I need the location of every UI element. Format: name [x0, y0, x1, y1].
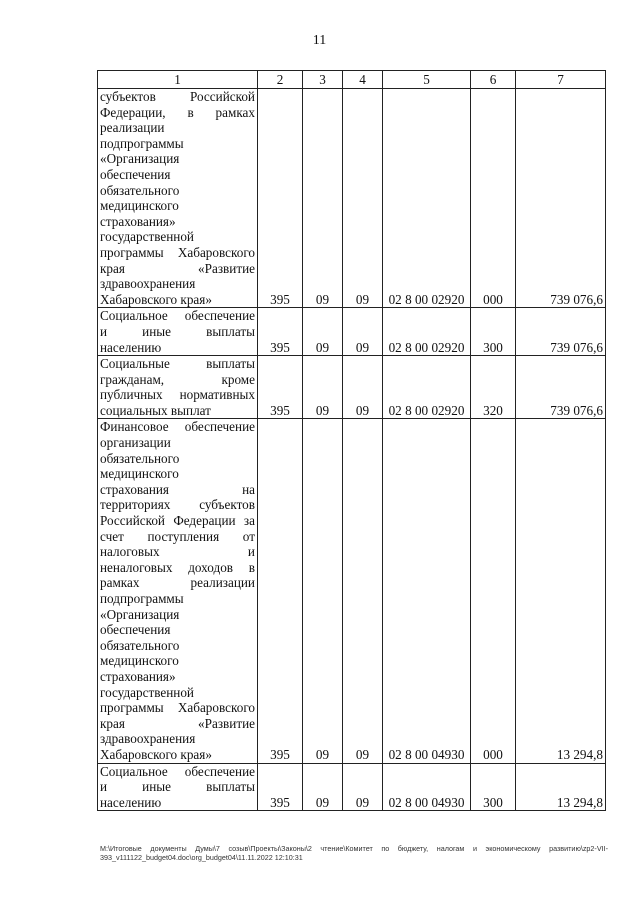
- table-row: [98, 89, 606, 308]
- admin-code-cell: 395: [258, 308, 303, 356]
- description-line: государственной: [100, 684, 194, 700]
- description-line: программы Хабаровского: [100, 700, 255, 716]
- target-article-cell: 02 8 00 04930: [383, 763, 471, 811]
- description-line: края «Развитие: [100, 260, 255, 276]
- description-line: Хабаровского края»: [100, 746, 212, 762]
- description-line: реализации: [100, 120, 165, 136]
- description-line: публичных нормативных: [100, 387, 255, 403]
- header-cell-4: 4: [343, 71, 383, 89]
- description-line: Социальные выплаты: [100, 356, 255, 372]
- description-line: населению: [100, 339, 162, 355]
- description-line: обязательного: [100, 182, 180, 198]
- description-line: гражданам, кроме: [100, 371, 255, 387]
- description-line: Социальное обеспечение: [100, 763, 255, 779]
- admin-code-cell: 395: [258, 89, 303, 308]
- page-number: 11: [312, 33, 327, 48]
- amount-cell: 739 076,6: [516, 356, 606, 419]
- description-line: края «Развитие: [100, 715, 255, 731]
- admin-code-cell: 395: [258, 419, 303, 763]
- target-article-cell: 02 8 00 04930: [383, 419, 471, 763]
- description-line: обеспечения: [100, 622, 171, 638]
- subsection-cell: 09: [343, 308, 383, 356]
- description-line: подпрограммы: [100, 591, 184, 606]
- description-line: территориях субъектов: [100, 497, 255, 513]
- expense-type-cell: 300: [471, 763, 516, 811]
- description-line: медицинского: [100, 653, 179, 669]
- description-line: страхования»: [100, 668, 176, 684]
- description-line: здравоохранения: [100, 276, 196, 292]
- section-cell: 09: [303, 356, 343, 419]
- description-line: и иные выплаты: [100, 323, 255, 339]
- amount-cell: 13 294,8: [516, 419, 606, 763]
- section-cell: 09: [303, 763, 343, 811]
- amount-cell: 13 294,8: [516, 763, 606, 811]
- header-cell-7: 7: [516, 71, 606, 89]
- description-line: рамках реализации: [100, 575, 255, 591]
- row-description: [98, 356, 258, 419]
- header-row: [98, 71, 606, 89]
- header-cell-3: 3: [303, 71, 343, 89]
- description-line: Финансовое обеспечение: [100, 419, 255, 435]
- file-path-footer: М:\Итоговые документы Думы\7 созыв\Проекты\Законы\2 чтение\Комитет по бюджету, налогам и экономическому развитию\zp2-VII-393_v111122_budget04.doc\org_budget04\11.11.2022 12:10:31: [100, 844, 608, 862]
- description-line: налоговых и: [100, 544, 255, 560]
- section-cell: 09: [303, 308, 343, 356]
- description-line: подпрограммы: [100, 135, 184, 151]
- section-cell: 09: [303, 419, 343, 763]
- header-cell-6: 6: [471, 71, 516, 89]
- table-row: [98, 419, 606, 763]
- description-line: государственной: [100, 229, 194, 245]
- description-line: населению: [100, 794, 162, 810]
- subsection-cell: 09: [343, 89, 383, 308]
- description-line: социальных выплат: [100, 402, 211, 418]
- subsection-cell: 09: [343, 763, 383, 811]
- description-line: «Организация: [100, 606, 180, 622]
- admin-code-cell: 395: [258, 763, 303, 811]
- amount-cell: 739 076,6: [516, 308, 606, 356]
- description-line: медицинского: [100, 466, 179, 482]
- expense-type-cell: 300: [471, 308, 516, 356]
- description-line: счет поступления от: [100, 528, 255, 544]
- description-line: субъектов Российской: [100, 89, 255, 104]
- description-line: страхования на: [100, 481, 255, 497]
- row-description: [98, 308, 258, 356]
- table-row: [98, 763, 606, 811]
- amount-cell: 739 076,6: [516, 89, 606, 308]
- description-line: Федерации, в рамках: [100, 104, 255, 120]
- expense-type-cell: 320: [471, 356, 516, 419]
- description-line: и иные выплаты: [100, 779, 255, 795]
- budget-table: [97, 70, 606, 811]
- target-article-cell: 02 8 00 02920: [383, 308, 471, 356]
- target-article-cell: 02 8 00 02920: [383, 356, 471, 419]
- subsection-cell: 09: [343, 419, 383, 763]
- description-line: Российской Федерации за: [100, 513, 255, 529]
- table-row: [98, 308, 606, 356]
- description-line: неналоговых доходов в: [100, 559, 255, 575]
- header-cell-1: 1: [98, 71, 258, 89]
- row-description: [98, 763, 258, 811]
- header-cell-5: 5: [383, 71, 471, 89]
- table-row: [98, 356, 606, 419]
- expense-type-cell: 000: [471, 419, 516, 763]
- description-line: обязательного: [100, 450, 180, 466]
- admin-code-cell: 395: [258, 356, 303, 419]
- description-line: организации: [100, 435, 171, 451]
- description-line: страхования»: [100, 213, 176, 229]
- row-description: [98, 419, 258, 763]
- description-line: медицинского: [100, 198, 179, 214]
- subsection-cell: 09: [343, 356, 383, 419]
- header-cell-2: 2: [258, 71, 303, 89]
- expense-type-cell: 000: [471, 89, 516, 308]
- description-line: Социальное обеспечение: [100, 308, 255, 324]
- description-line: обязательного: [100, 637, 180, 653]
- description-line: программы Хабаровского: [100, 244, 255, 260]
- target-article-cell: 02 8 00 02920: [383, 89, 471, 308]
- row-description: [98, 89, 258, 308]
- description-line: Хабаровского края»: [100, 291, 212, 307]
- description-line: обеспечения: [100, 166, 171, 182]
- description-line: здравоохранения: [100, 731, 196, 747]
- section-cell: 09: [303, 89, 343, 308]
- description-line: «Организация: [100, 151, 180, 167]
